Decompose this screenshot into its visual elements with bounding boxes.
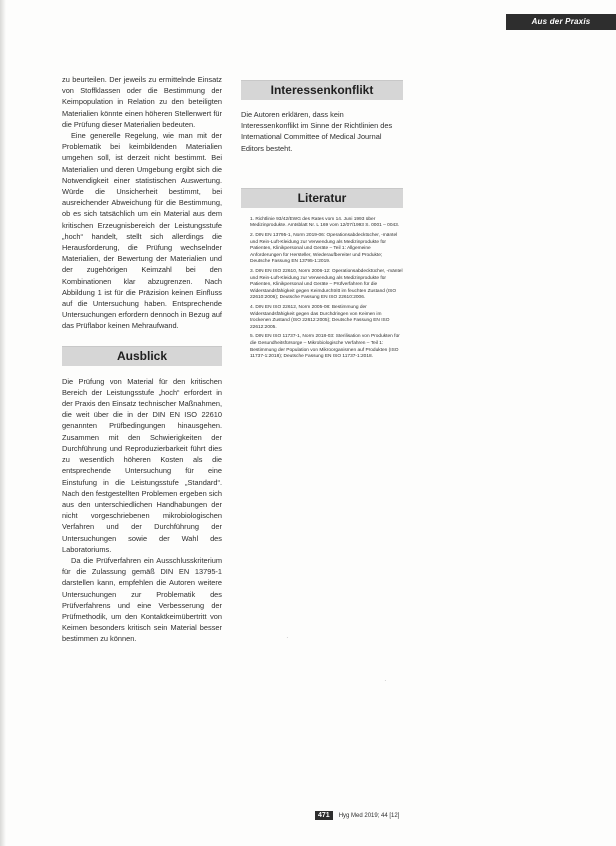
scan-speck: ·	[286, 633, 289, 642]
reference-item: 1. Richtlinie 93/42/EWG des Rates vom 14. Juni 1993 über Medizinprodukte. Amtsblatt Nr. L 169 vom 12/07/1993 S. 0001 – 0043.	[250, 216, 400, 229]
reference-item: 4. DIN EN ISO 22612, Norm 2005-08: Bestimmung der Widerstandsfähigkeit gegen das Durchdringen von Keimen im trockenen Zustand (ISO 22612:2005); Deutsche Fassung EN ISO 22612:2005.	[250, 304, 390, 330]
paragraph-4: Da die Prüfverfahren ein Ausschlusskriterium für die Zulassung gemäß DIN EN 13795-1 darstellen kann, empfehlen die Autoren weitere Untersuchungen zur Problematik des Prüfverfahrens und eine Verbesserung der Prüfmethodik, um den Kontaktkeimübertritt von Keimen besonders kritisch sein Material besser bestimmen zu können.	[62, 555, 222, 644]
section-tag: Aus der Praxis	[506, 14, 616, 30]
interessenkonflikt-text: Die Autoren erklären, dass kein Interessenkonflikt im Sinne der Richtlinien des International Committee of Medical Journal Editors besteht.	[241, 110, 393, 153]
scan-speck: ·	[384, 676, 387, 685]
paragraph-2: Eine generelle Regelung, wie man mit der Problematik bei keimbildenden Materialien umgehen soll, ist derzeit nicht bestimmt. Bei Materialien und deren Umgebung ergibt sich die Notwendigkeit einer statistischen Auswertung. Würde die Unsicherheit bestimmt, bei ausreichender Abweichung für die Bestimmung, ob es sich tatsächlich um ein Material aus dem kritischen Erzeugnisbereich der Leistungsstufe „hoch“ handelt, stellt sich allerdings die Herausforderung, die Prüfung wechselnder Materialien, der Bewertung der Materialien und der zugehörigen Keimzahl bei den Kombinationen klar abzugrenzen. Nach Abbildung 1 ist für die Präzision keinen Einfluss auf die Untersuchung haben. Entsprechende Untersuchungen erfordern dennoch in Bezug auf das Prüflabor keinen Mehraufwand.	[62, 131, 222, 331]
reference-item: 2. DIN EN 13795-1, Norm 2019-06: Operationsabdecktücher, -mäntel und Rein-Luft-Kleidung zur Verwendung als Medizinprodukte für Patienten, Klinikpersonal und Geräte – Teil 1: Allgemeine Anforderungen für Hersteller, Wiederaufbereiter und Produkte; Deutsche Fassung EN 13795-1:2019.	[250, 233, 398, 265]
paragraph-3: Die Prüfung von Material für den kritischen Bereich der Leistungsstufe „hoch“ erfordert in der Praxis den Einsatz technischer Maßnahmen, die weit über die in der DIN EN ISO 22610 genannten Prüfbedingungen hinausgehen. Zusammen mit den Schwierigkeiten der Durchführung und Reproduzierbarkeit führt dies zu wesentlich höheren Kosten als die entsprechende Untersuchung für eine Einstufung in die Leistungsstufe „Standard“. Nach den festgestellten Problemen ergeben sich aus den unterschiedlichen Handhabungen der nicht vorgeschriebenen mikrobiologischen Verfahren und der Durchführung der Untersuchungen sowie der Wahl des Laboratoriums.	[62, 376, 222, 554]
left-column	[62, 74, 222, 645]
page-footer	[315, 811, 399, 820]
reference-item: 3. DIN EN ISO 22610, Norm 2006-12: Operationsabdecktücher, -mäntel und Rein-Luft-Kleidung zur Verwendung als Medizinprodukte für Patienten, Klinikpersonal und Geräte – Prüfverfahren für die Widerstandsfähigkeit gegen Keimdurchtritt im feuchten Zustand (ISO 22610:2006); Deutsche Fassung EN ISO 22610:2006.	[250, 268, 403, 301]
reference-item: 5. DIN EN ISO 11737-1, Norm 2018-03: Sterilisation von Produkten für die Gesundheitsfürsorge – Mikrobiologische Verfahren – Teil 1: Bestimmung der Population von Mikroorganismen auf Produkten (ISO 11737-1:2018); Deutsche Fassung EN ISO 11737-1:2018.	[250, 334, 400, 360]
paragraph-1: zu beurteilen. Der jeweils zu ermittelnde Einsatz von Stoffklassen oder die Bestimmung der Keimpopulation in Relation zu den beteiligten Materialien könnte einen höheren Stellenwert für die Prüfung dieser Materialien bedeuten.	[62, 75, 222, 129]
page-edge-shadow	[0, 0, 6, 846]
journal-citation: Hyg Med 2019; 44 [12]	[338, 812, 400, 819]
right-column	[241, 80, 403, 364]
page-number: 471	[315, 811, 333, 820]
reference-list	[241, 217, 403, 361]
ausblick-heading: Ausblick	[62, 346, 222, 366]
interessenkonflikt-heading: Interessenkonflikt	[241, 80, 403, 100]
literatur-heading: Literatur	[241, 188, 403, 208]
